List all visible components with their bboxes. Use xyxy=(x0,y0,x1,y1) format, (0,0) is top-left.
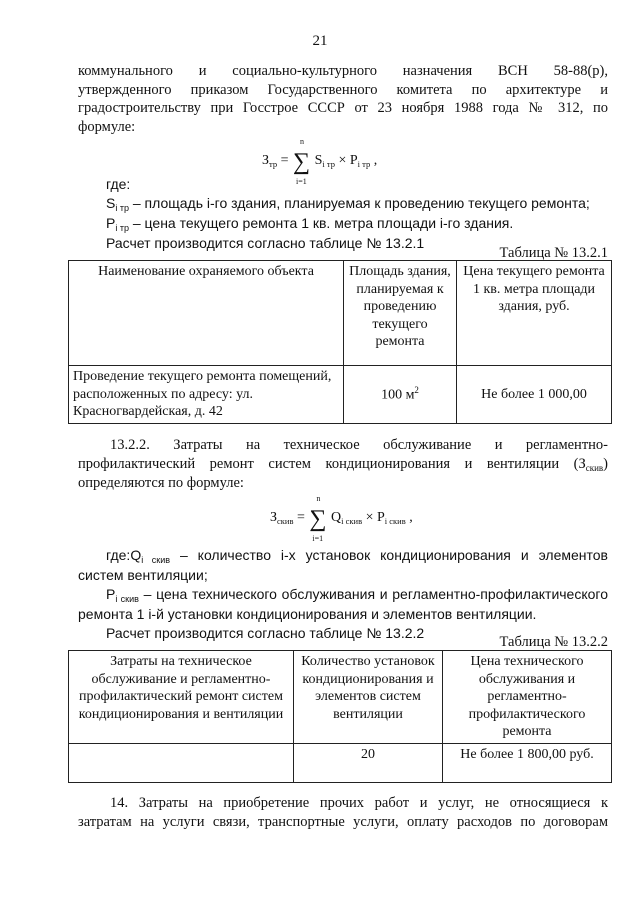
table-13-2-2 xyxy=(68,650,612,783)
header-cell: Количество установок кондиционирования и элементов систем вентиляции xyxy=(294,651,443,744)
section-line: определяются по формуле: xyxy=(78,475,244,492)
section-13-2-2 xyxy=(78,436,608,493)
header-cell: Площадь здания, планируемая к проведению текущего ремонта xyxy=(344,261,457,366)
page-number: 21 xyxy=(312,33,328,49)
section-14 xyxy=(78,794,608,831)
calc-note: Расчет производится согласно таблице № 13.2.2 xyxy=(106,625,425,642)
header-cell: Наименование охраняемого объекта xyxy=(69,261,344,366)
table-13-2-1 xyxy=(68,260,612,424)
header-cell: Цена текущего ремонта 1 кв. метра площади здания, руб. xyxy=(457,261,612,366)
table-header-row xyxy=(69,261,612,366)
intro-line: формуле: xyxy=(78,118,136,135)
calc-note: Расчет производится согласно таблице № 13.2.1 xyxy=(106,235,425,252)
price-cell: Не более 1 800,00 руб. xyxy=(443,743,612,782)
empty-cell xyxy=(69,743,294,782)
price-cell: Не более 1 000,00 xyxy=(457,366,612,424)
legend-q-cont: систем вентиляции; xyxy=(78,567,208,584)
table-row xyxy=(69,743,612,782)
legend-p-cont: ремонта 1 i-й установки кондиционирования и элементов вентиляции. xyxy=(78,606,537,623)
quantity-cell: 20 xyxy=(294,743,443,782)
legend-q: $где:Q_{i скив}$ – количество i-х установок кондиционирования и элементов xyxy=(106,547,608,565)
section-line: 13.2.2. Затраты на техническое обслуживание и регламентно- xyxy=(110,437,608,453)
formula-legend-2 xyxy=(78,546,608,643)
section-line: затратам на услуги связи, транспортные услуги, оплату расходов по договорам xyxy=(78,813,608,830)
legend-s: $S_{i тр}$ – площадь i-го здания, планируемая к проведению текущего ремонта; xyxy=(106,194,590,213)
formula-legend-1 xyxy=(78,175,608,253)
section-line: 14. Затраты на приобретение прочих работ и услуг, не относящиеся к xyxy=(110,795,608,811)
intro-line: градостроительству при Госстрое СССР от 23 ноября 1988 года № 312, по xyxy=(78,100,608,117)
area-cell: 100 $м^2$ xyxy=(344,366,457,424)
table-caption: Таблица № 13.2.2 xyxy=(499,634,608,650)
header-cell: Цена технического обслуживания и регламентно-профилактического ремонта xyxy=(443,651,612,744)
formula-ventilation: $З_{скив}$ = ∑ n i=1 $Q_{i скив} \times P_{i скив}$ , xyxy=(270,494,413,544)
header-cell: Затраты на техническое обслуживание и регламентно-профилактический ремонт систем кондиционирования и вентиляции xyxy=(69,651,294,744)
section-line: профилактический ремонт систем кондиционирования и вентиляции $(З_{скив})$ xyxy=(78,455,608,473)
intro-line: утвержденного приказом Государственного комитета по архитектуре и xyxy=(78,81,608,98)
legend-p: $P_{i скив}$ – цена технического обслуживания и регламентно-профилактического xyxy=(106,586,608,605)
table-caption: Таблица № 13.2.1 xyxy=(499,245,608,261)
formula-repair: $З_{тр}$ = ∑ n i=1 $S_{i тр} \times P_{i тр}$ , xyxy=(262,137,378,187)
intro-line: коммунального и социально-культурного назначения ВСН 58-88(р), xyxy=(78,63,608,79)
object-name-cell: Проведение текущего ремонта помещений, расположенных по адресу: ул. Красногвардейская, д. 42 xyxy=(69,366,344,424)
table-header-row xyxy=(69,651,612,744)
sum-symbol: ∑ n i=1 xyxy=(293,137,311,187)
intro-paragraph xyxy=(78,62,608,136)
legend-p: $P_{i тр}$ – цена текущего ремонта 1 кв. метра площади i-го здания. xyxy=(106,215,514,234)
where-label: где: xyxy=(106,176,131,192)
sum-symbol: ∑ n i=1 xyxy=(309,494,327,544)
table-row xyxy=(69,366,612,424)
